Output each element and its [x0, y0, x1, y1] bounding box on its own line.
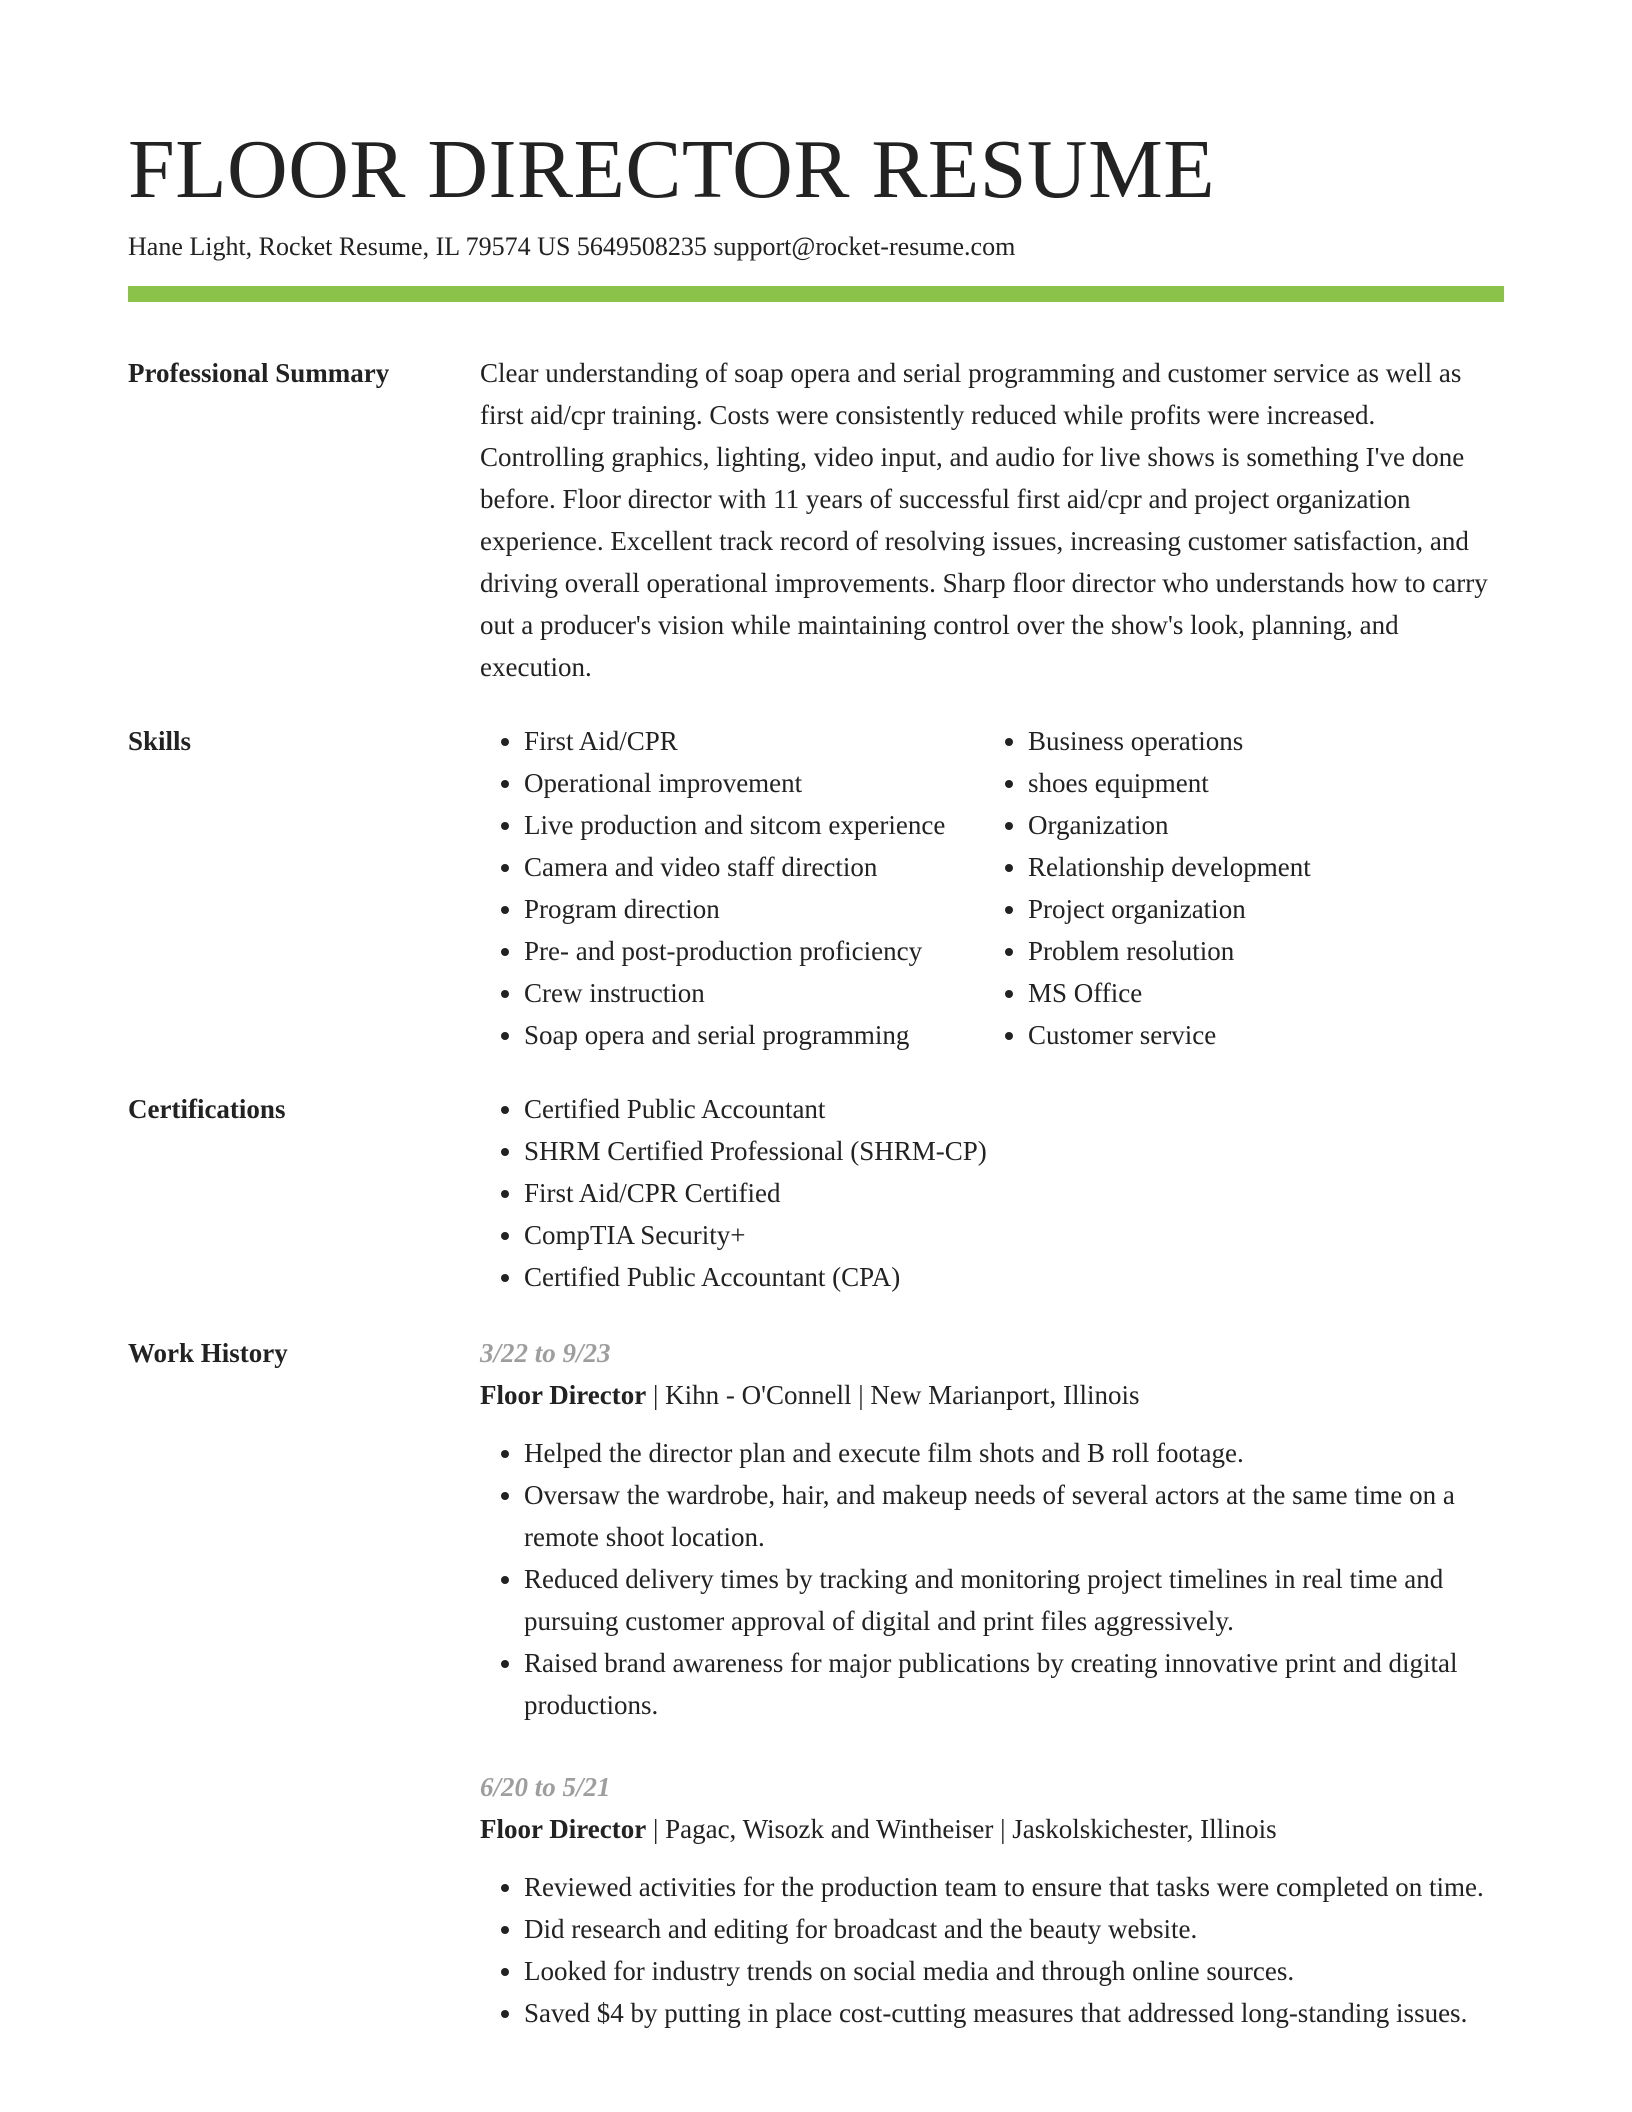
summary-heading: Professional Summary: [128, 358, 390, 388]
certification-item: • SHRM Certified Professional (SHRM-CP): [524, 1130, 1504, 1172]
summary-text: Clear understanding of soap opera and serial programming and customer service as well as first aid/cpr training. Costs were consistently reduced while profits were increased. Controlling graphics, lighting, video input, and audio for live shows is something I've done before. Floor director with 11 years of successful first aid/cpr and project organization experience. Excellent track record of resolving issues, increasing customer satisfaction, and driving overall operational improvements. Sharp floor director who understands how to carry out a producer's vision while maintaining control over the show's look, planning, and execution.: [480, 358, 1488, 682]
skill-item: • Live production and sitcom experience: [524, 804, 984, 846]
skills-list-left: [480, 720, 984, 1056]
skill-item: • Business operations: [1028, 720, 1504, 762]
skills-section: [128, 720, 1504, 1056]
job-entry: [480, 1332, 1504, 1726]
skill-item: • Camera and video staff direction: [524, 846, 984, 888]
certification-item: • Certified Public Accountant: [524, 1088, 1504, 1130]
skill-item: • Customer service: [1028, 1014, 1504, 1056]
contact-line: Hane Light, Rocket Resume, IL 79574 US 5649508235 support@rocket-resume.com: [128, 232, 1016, 261]
certification-item: • Certified Public Accountant (CPA): [524, 1256, 1504, 1298]
summary-section: [128, 352, 1504, 688]
certification-item: • First Aid/CPR Certified: [524, 1172, 1504, 1214]
job-employer-location: | Pagac, Wisozk and Wintheiser | Jaskolskichester, Illinois: [646, 1814, 1277, 1844]
work-history-section: [128, 1332, 1504, 2074]
job-bullet: • Oversaw the wardrobe, hair, and makeup needs of several actors at the same time on a remote shoot location.: [524, 1474, 1504, 1558]
skill-item: • shoes equipment: [1028, 762, 1504, 804]
job-bullet: • Raised brand awareness for major publications by creating innovative print and digital productions.: [524, 1642, 1504, 1726]
certifications-section: [128, 1088, 1504, 1298]
job-bullets: [480, 1432, 1504, 1726]
job-bullet: • Did research and editing for broadcast and the beauty website.: [524, 1908, 1504, 1950]
job-dates: 3/22 to 9/23: [480, 1338, 611, 1368]
job-entry: [480, 1766, 1504, 2034]
skill-item: • Pre- and post-production proficiency: [524, 930, 984, 972]
job-bullet: • Looked for industry trends on social media and through online sources.: [524, 1950, 1504, 1992]
skill-item: • Organization: [1028, 804, 1504, 846]
job-bullet: • Reduced delivery times by tracking and monitoring project timelines in real time and pursuing customer approval of digital and print files aggressively.: [524, 1558, 1504, 1642]
certifications-heading: Certifications: [128, 1094, 286, 1124]
skill-item: • Project organization: [1028, 888, 1504, 930]
skill-item: • Problem resolution: [1028, 930, 1504, 972]
skill-item: • Operational improvement: [524, 762, 984, 804]
skill-item: • MS Office: [1028, 972, 1504, 1014]
skill-item: • Relationship development: [1028, 846, 1504, 888]
resume-title: FLOOR DIRECTOR RESUME: [128, 123, 1216, 216]
accent-divider: [128, 286, 1504, 302]
job-employer-location: | Kihn - O'Connell | New Marianport, Illinois: [646, 1380, 1140, 1410]
skills-grid: [480, 720, 1504, 1056]
skills-heading: Skills: [128, 726, 192, 756]
job-bullet: • Saved $4 by putting in place cost-cutting measures that addressed long-standing issues.: [524, 1992, 1504, 2034]
skill-item: • Crew instruction: [524, 972, 984, 1014]
skills-list-right: [984, 720, 1504, 1056]
work-history-heading: Work History: [128, 1338, 288, 1368]
job-dates: 6/20 to 5/21: [480, 1772, 611, 1802]
skill-item: • Program direction: [524, 888, 984, 930]
skill-item: • Soap opera and serial programming: [524, 1014, 984, 1056]
job-header: [480, 1374, 1504, 1416]
certification-item: • CompTIA Security+: [524, 1214, 1504, 1256]
job-bullets: [480, 1866, 1504, 2034]
skill-item: • First Aid/CPR: [524, 720, 984, 762]
resume-page: [128, 0, 1504, 2074]
job-bullet: • Reviewed activities for the production team to ensure that tasks were completed on time.: [524, 1866, 1504, 1908]
job-title: Floor Director: [480, 1814, 647, 1844]
job-header: [480, 1808, 1504, 1850]
job-title: Floor Director: [480, 1380, 647, 1410]
job-bullet: • Helped the director plan and execute film shots and B roll footage.: [524, 1432, 1504, 1474]
certifications-list: [480, 1088, 1504, 1298]
